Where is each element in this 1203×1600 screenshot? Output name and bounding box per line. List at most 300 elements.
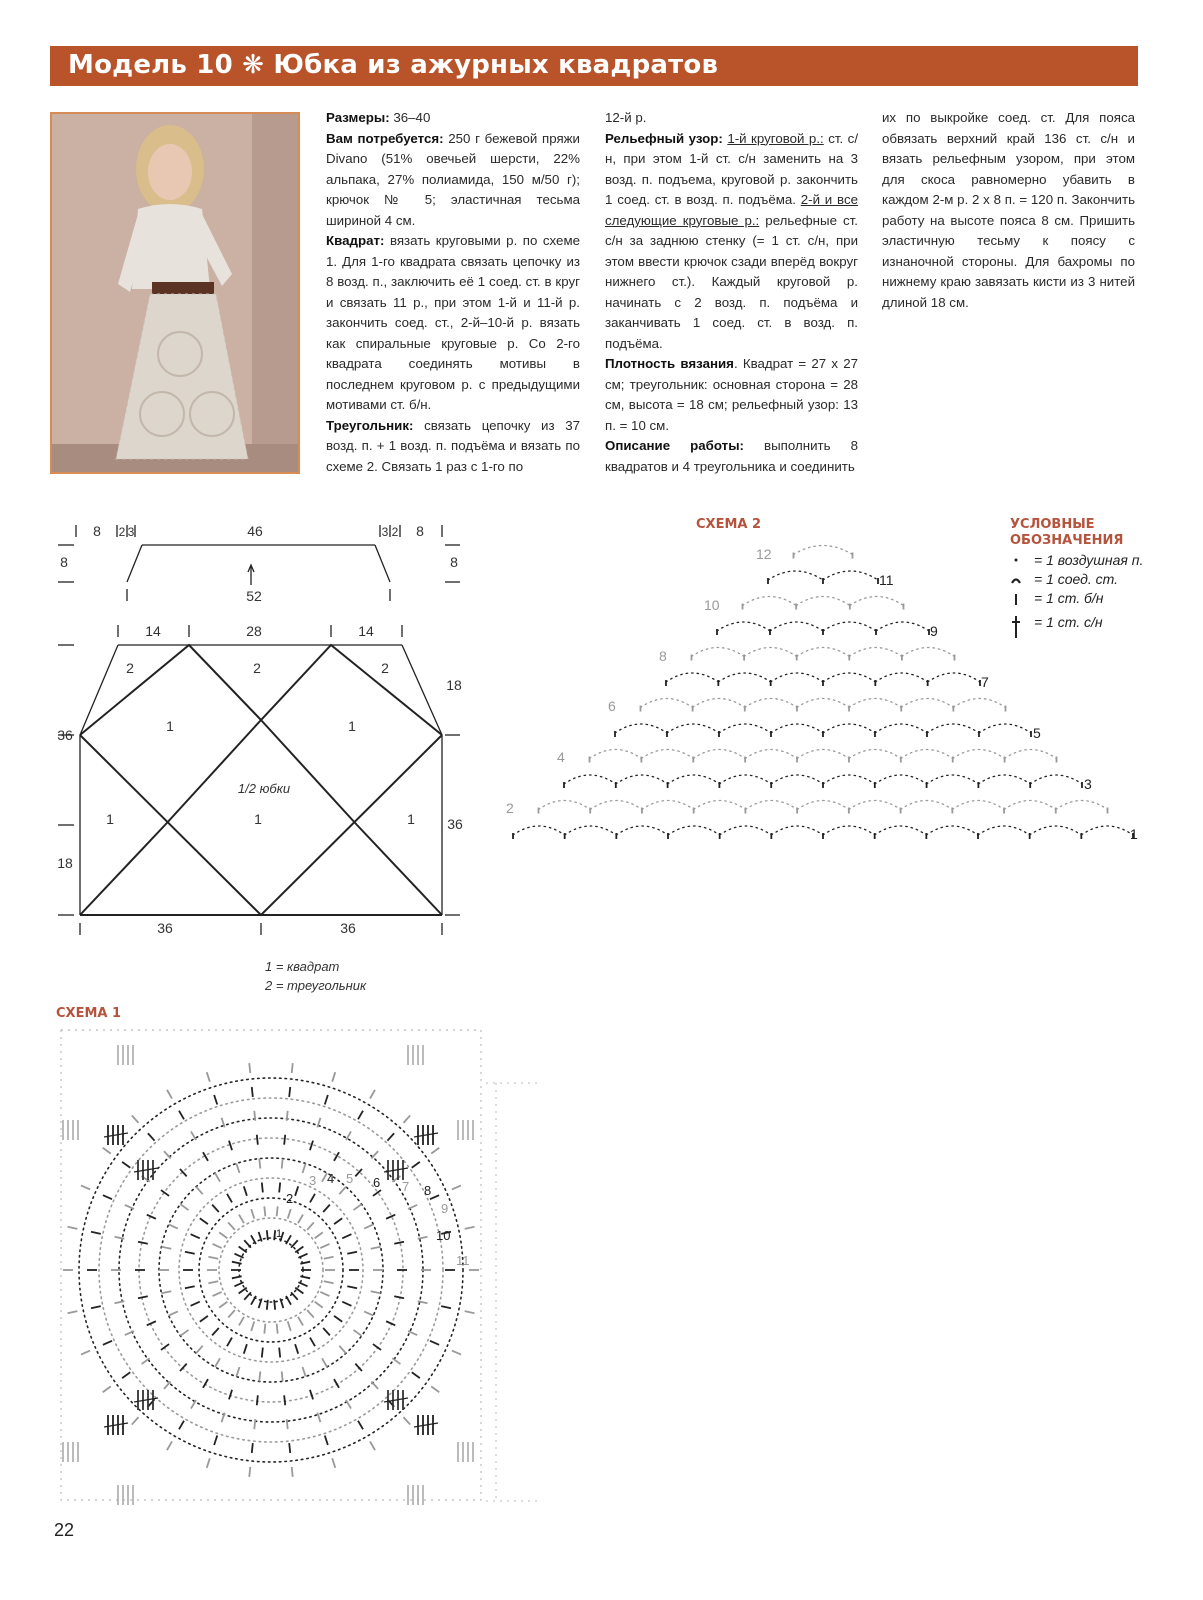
chain-arch bbox=[823, 673, 875, 682]
motif-stitch bbox=[452, 1185, 461, 1189]
motif-stitch bbox=[214, 1435, 217, 1445]
chain-arch bbox=[927, 775, 979, 784]
chain-arch bbox=[771, 673, 823, 682]
motif-stitch bbox=[277, 1206, 278, 1216]
motif-stitch bbox=[339, 1346, 346, 1353]
motif-stitch bbox=[307, 1222, 314, 1229]
chain-stitch-icon bbox=[1015, 559, 1018, 562]
motif-stitch bbox=[68, 1311, 78, 1313]
motif-stitch bbox=[303, 1163, 306, 1173]
motif-stitch bbox=[212, 1328, 219, 1335]
motif-stitch bbox=[257, 1395, 258, 1405]
chain-arch bbox=[797, 699, 849, 708]
chain-arch bbox=[668, 775, 720, 784]
motif-stitch bbox=[252, 1443, 253, 1453]
chain-arch bbox=[616, 775, 668, 784]
motif-stitch bbox=[371, 1291, 381, 1293]
motif-stitch bbox=[148, 1133, 155, 1140]
motif-stitch bbox=[386, 1215, 395, 1219]
motif-stitch bbox=[325, 1095, 328, 1105]
motif-stitch bbox=[122, 1162, 130, 1168]
motif-stitch bbox=[132, 1417, 139, 1424]
chain-arch bbox=[901, 699, 953, 708]
motif-stitch bbox=[215, 1358, 220, 1367]
scheme1-title: СХЕМА 1 bbox=[56, 1006, 122, 1021]
s1-row-9: 9 bbox=[441, 1201, 449, 1216]
motif-stitch bbox=[180, 1330, 188, 1336]
dim-right-36: 36 bbox=[447, 816, 463, 832]
motif-stitch bbox=[267, 1230, 268, 1240]
s1-row-1: 1 bbox=[276, 1228, 283, 1240]
motif-stitch bbox=[259, 1159, 260, 1169]
motif-stitch bbox=[370, 1090, 375, 1099]
legend-sc: = 1 ст. б/н bbox=[1034, 590, 1104, 606]
label-triangle-2c: 2 bbox=[381, 660, 389, 676]
label-triangle-2b: 2 bbox=[253, 660, 261, 676]
work-label: Описание работы: bbox=[605, 438, 744, 453]
motif-stitch bbox=[227, 1338, 232, 1347]
relief-row2-text: рельефные ст. с/н за заднюю стенку (= 1 ст. с/н, при этом ввести крючок сзади вперёд вокруг нижнего ст.). Каждый круговой р. начинать с 2 возд. п. подъёма и заканчивать 1 соед. ст. в возд. п. подъёма. bbox=[605, 212, 858, 351]
scheme2-title: СХЕМА 2 bbox=[696, 517, 762, 532]
motif-stitch bbox=[267, 1300, 268, 1310]
chain-arch bbox=[849, 648, 902, 657]
label-square-1d: 1 bbox=[254, 811, 262, 827]
motif-stitch bbox=[103, 1148, 111, 1154]
chain-arch bbox=[797, 648, 850, 657]
motif-stitch bbox=[103, 1341, 112, 1345]
double-crochet-icon bbox=[1012, 616, 1020, 638]
motif-stitch bbox=[191, 1302, 200, 1306]
motif-stitch bbox=[251, 1209, 254, 1219]
motif-stitch bbox=[403, 1417, 410, 1424]
dim-bottom-36b: 36 bbox=[340, 920, 356, 936]
motif-stitch bbox=[371, 1381, 378, 1388]
motif-stitch bbox=[430, 1195, 439, 1199]
motif-stitch bbox=[298, 1282, 307, 1286]
motif-stitch bbox=[213, 1292, 222, 1296]
motif-stitch bbox=[394, 1296, 404, 1298]
motif-stitch bbox=[334, 1316, 342, 1322]
motif-stitch bbox=[342, 1234, 351, 1238]
motif-stitch bbox=[147, 1215, 156, 1219]
work-continuation-text: их по выкройке соед. ст. Для пояса обвязать верхний край 136 ст. с/н и вязать рельефным узором, при этом для скоса равномерно убавить в каждом 2-м р. 2 x 8 п. = 120 п. Закончить работу на высоте пояса 8 см. Пришить эластичную тесьму к поясу с изнаночной стороны. Для бахромы по нижнему краю завязать кисти из 3 нитей длиной 18 см. bbox=[882, 110, 1135, 310]
motif-stitch bbox=[257, 1135, 258, 1145]
motif-stitch bbox=[431, 1386, 439, 1392]
motif-stitch bbox=[214, 1095, 217, 1105]
text-column-2 bbox=[605, 108, 858, 477]
chain-arch bbox=[642, 801, 694, 810]
motif-stitch bbox=[191, 1234, 200, 1238]
photo-model-skirt-icon bbox=[52, 114, 298, 472]
chain-arch bbox=[590, 801, 642, 810]
chain-arch bbox=[771, 775, 823, 784]
chain-arch bbox=[693, 750, 745, 759]
motif-stitch bbox=[179, 1421, 184, 1430]
chain-arch bbox=[823, 724, 875, 733]
s2-row-3: 3 bbox=[1084, 776, 1092, 792]
motif-stitch bbox=[323, 1328, 330, 1335]
motif-stitch bbox=[358, 1421, 363, 1430]
motif-stitch bbox=[164, 1151, 171, 1158]
motif-stitch bbox=[288, 1209, 291, 1219]
s1-row-3: 3 bbox=[309, 1173, 317, 1188]
chain-arch bbox=[876, 622, 929, 631]
motif-stitch bbox=[298, 1317, 303, 1326]
motif-stitch bbox=[342, 1302, 351, 1306]
chain-arch bbox=[875, 826, 927, 835]
s1-row-8: 8 bbox=[424, 1183, 432, 1198]
chain-arch bbox=[796, 597, 850, 606]
s2-row-10: 10 bbox=[704, 597, 720, 613]
chain-arch bbox=[719, 724, 771, 733]
motif-round bbox=[239, 1238, 303, 1302]
motif-stitch bbox=[320, 1292, 329, 1296]
chain-arch bbox=[875, 724, 927, 733]
motif-stitch bbox=[355, 1364, 362, 1371]
motif-stitch bbox=[292, 1063, 293, 1073]
pattern-schematic bbox=[40, 515, 480, 995]
motif-stitch bbox=[277, 1324, 278, 1334]
motif-stitch bbox=[239, 1215, 244, 1224]
motif-stitch bbox=[431, 1148, 439, 1154]
dim-top-46: 46 bbox=[247, 523, 263, 539]
motif-stitch bbox=[284, 1395, 285, 1405]
motif-stitch bbox=[370, 1441, 375, 1450]
chain-arch bbox=[875, 673, 927, 682]
relief-row1-text: ст. с/н, при этом 1-й ст. с/н заменить на 3 возд. п. подъема, круговой р. закончить 1 соед. ст. в возд. п. подъёма. bbox=[605, 130, 859, 207]
dim-top-3a: 3 bbox=[127, 525, 135, 539]
dim-left-36: 36 bbox=[57, 727, 73, 743]
motif-stitch bbox=[208, 1257, 218, 1259]
motif-stitch bbox=[122, 1372, 130, 1378]
s1-row-2: 2 bbox=[286, 1191, 294, 1206]
motif-stitch bbox=[387, 1133, 394, 1140]
chain-arch bbox=[565, 826, 617, 835]
sizes-label: Размеры: bbox=[326, 110, 390, 125]
motif-stitch bbox=[169, 1311, 178, 1315]
chain-arch bbox=[745, 801, 797, 810]
motif-stitch bbox=[254, 1111, 255, 1121]
motif-stitch bbox=[310, 1194, 315, 1203]
motif-stitch bbox=[465, 1227, 475, 1229]
motif-stitch bbox=[289, 1087, 290, 1097]
chain-arch bbox=[823, 826, 875, 835]
motif-stitch bbox=[249, 1063, 250, 1073]
s2-row-7: 7 bbox=[981, 674, 989, 690]
motif-stitch bbox=[295, 1186, 298, 1196]
motif-stitch bbox=[325, 1435, 328, 1445]
chain-arch bbox=[743, 597, 797, 606]
s1-row-11: 11 bbox=[456, 1253, 470, 1268]
motif-stitch bbox=[412, 1372, 420, 1378]
s2-row-2: 2 bbox=[506, 800, 514, 816]
chain-arch bbox=[901, 801, 953, 810]
motif-stitch bbox=[219, 1232, 227, 1238]
motif-stitch bbox=[310, 1141, 313, 1151]
motif-stitch bbox=[138, 1242, 148, 1244]
motif-stitch bbox=[298, 1254, 307, 1258]
motif-stitch bbox=[371, 1247, 381, 1249]
motif-stitch bbox=[286, 1296, 291, 1305]
chain-arch bbox=[797, 750, 849, 759]
motif-stitch bbox=[282, 1159, 283, 1169]
dim-bottom-36a: 36 bbox=[157, 920, 173, 936]
motif-stitch bbox=[103, 1195, 112, 1199]
dim-belt-52: 52 bbox=[246, 588, 262, 604]
label-square-1e: 1 bbox=[407, 811, 415, 827]
motif-stitch bbox=[394, 1242, 404, 1244]
motif-stitch bbox=[179, 1111, 184, 1120]
motif-stitch bbox=[284, 1135, 285, 1145]
motif-stitch bbox=[430, 1341, 439, 1345]
s1-row-4: 4 bbox=[327, 1171, 335, 1186]
s2-row-6: 6 bbox=[608, 698, 616, 714]
dim-top-3b: 3 bbox=[381, 525, 389, 539]
dim-top-2a: 2 bbox=[118, 525, 126, 539]
chain-arch bbox=[979, 724, 1031, 733]
motif-stitch bbox=[236, 1367, 239, 1377]
motif-stitch bbox=[91, 1232, 101, 1234]
label-triangle-2a: 2 bbox=[126, 660, 134, 676]
chain-arch bbox=[849, 801, 901, 810]
motif-stitch bbox=[452, 1351, 461, 1355]
motif-stitch bbox=[191, 1131, 196, 1140]
chain-arch bbox=[849, 699, 901, 708]
motif-stitch bbox=[125, 1205, 134, 1209]
motif-stitch bbox=[322, 1358, 327, 1367]
page-number: 22 bbox=[54, 1520, 75, 1540]
motif-stitch bbox=[347, 1252, 357, 1254]
chain-arch bbox=[694, 801, 746, 810]
legend-title bbox=[1010, 517, 1123, 549]
motif-stitch bbox=[334, 1379, 339, 1388]
motif-stitch bbox=[234, 1282, 243, 1286]
label-half-skirt: 1/2 юбки bbox=[237, 781, 291, 796]
motif-stitch bbox=[213, 1244, 222, 1248]
motif-stitch bbox=[161, 1291, 171, 1293]
motif-stitch bbox=[138, 1296, 148, 1298]
motif-stitch bbox=[161, 1190, 169, 1196]
motif-stitch bbox=[264, 1206, 265, 1216]
chain-arch bbox=[794, 546, 853, 555]
motif-stitch bbox=[287, 1419, 288, 1429]
motif-stitch bbox=[465, 1311, 475, 1313]
relief-row2-label: 2-й и все следующие круговые р.: bbox=[605, 192, 858, 228]
s1-row-7: 7 bbox=[402, 1179, 410, 1194]
relief-row1-label: 1-й круговой р.: bbox=[727, 130, 824, 146]
chain-arch bbox=[1056, 801, 1108, 810]
motif-stitch bbox=[264, 1324, 265, 1334]
chain-arch bbox=[901, 750, 953, 759]
legend-chain: = 1 воздушная п. bbox=[1034, 552, 1144, 568]
density-label: Плотность вязания bbox=[605, 356, 734, 371]
s2-row-11: 11 bbox=[879, 572, 894, 588]
title-bar bbox=[50, 46, 1138, 86]
motif-stitch bbox=[364, 1224, 373, 1228]
motif-stitch bbox=[339, 1187, 346, 1194]
s2-row-4: 4 bbox=[557, 749, 565, 765]
chain-arch bbox=[978, 826, 1030, 835]
motif-stitch bbox=[262, 1182, 263, 1192]
motif-stitch bbox=[371, 1151, 378, 1158]
legend-dc: = 1 ст. с/н bbox=[1034, 614, 1103, 630]
motif-stitch bbox=[244, 1186, 247, 1196]
triangle-value: связать цепочку из 37 возд. п. + 1 возд. п. подъёма и вязать по схеме 2. Связать 1 раз с 1-го по bbox=[326, 417, 580, 474]
motif-stitch bbox=[288, 1321, 291, 1331]
motif-stitch bbox=[196, 1187, 203, 1194]
scheme1-chart bbox=[56, 1025, 546, 1515]
motif-stitch bbox=[332, 1458, 335, 1468]
motif-stitch bbox=[251, 1321, 254, 1331]
motif-stitch bbox=[219, 1302, 227, 1308]
s2-row-9: 9 bbox=[930, 623, 938, 639]
motif-stitch bbox=[132, 1115, 139, 1122]
dim-tri-14b: 14 bbox=[358, 623, 374, 639]
chain-arch bbox=[952, 801, 1004, 810]
motif-stitch bbox=[346, 1400, 351, 1409]
motif-stitch bbox=[252, 1087, 253, 1097]
motif-stitch bbox=[81, 1351, 90, 1355]
motif-stitch bbox=[196, 1346, 203, 1353]
chain-arch bbox=[926, 826, 978, 835]
motif-stitch bbox=[418, 1237, 428, 1239]
motif-stitch bbox=[81, 1185, 90, 1189]
chain-arch bbox=[850, 597, 904, 606]
chain-arch bbox=[768, 571, 823, 580]
chain-arch bbox=[1004, 801, 1056, 810]
chain-arch bbox=[797, 801, 849, 810]
chain-arch bbox=[823, 571, 878, 580]
motif-stitch bbox=[279, 1348, 280, 1358]
chain-arch bbox=[590, 750, 642, 759]
motif-stitch bbox=[274, 1300, 275, 1310]
motif-stitch bbox=[315, 1232, 323, 1238]
s1-row-5: 5 bbox=[346, 1171, 354, 1186]
motif-stitch bbox=[228, 1310, 235, 1317]
motif-stitch bbox=[229, 1390, 232, 1400]
chain-arch bbox=[771, 826, 823, 835]
dim-tri-28: 28 bbox=[246, 623, 262, 639]
dim-top-2b: 2 bbox=[391, 525, 399, 539]
chain-arch bbox=[616, 826, 668, 835]
motif-round bbox=[199, 1198, 343, 1342]
legend-symbols bbox=[1008, 552, 1034, 642]
legend-square: 1 = квадрат bbox=[265, 959, 340, 974]
chain-arch bbox=[745, 699, 797, 708]
chain-arch bbox=[953, 750, 1005, 759]
motif-round bbox=[179, 1178, 363, 1362]
chain-arch bbox=[720, 826, 772, 835]
chain-arch bbox=[875, 775, 927, 784]
motif-stitch bbox=[412, 1162, 420, 1168]
density-value: . Квадрат = 27 x 27 см; треугольник: основная сторона = 28 см, высота = 18 см; рельефный узор: 13 п. = 10 см. bbox=[605, 356, 858, 433]
legend-title-line2: ОБОЗНАЧЕНИЯ bbox=[1010, 533, 1124, 548]
motif-stitch bbox=[354, 1204, 362, 1210]
motif-stitch bbox=[208, 1281, 218, 1283]
motif-stitch bbox=[167, 1441, 172, 1450]
page-title: Модель 10 ❋ Юбка из ажурных квадратов bbox=[68, 50, 719, 80]
motif-stitch bbox=[262, 1348, 263, 1358]
dim-tri-18: 18 bbox=[446, 677, 462, 693]
chain-arch bbox=[513, 826, 565, 835]
motif-stitch bbox=[292, 1467, 293, 1477]
chain-arch bbox=[667, 724, 719, 733]
motif-stitch bbox=[200, 1218, 208, 1224]
motif-stitch bbox=[207, 1072, 210, 1082]
motif-stitch bbox=[295, 1344, 298, 1354]
motif-stitch bbox=[164, 1381, 171, 1388]
s2-row-5: 5 bbox=[1033, 725, 1041, 741]
motif-stitch bbox=[167, 1090, 172, 1099]
continuation-text: 12-й р. bbox=[605, 110, 647, 125]
model-photo bbox=[50, 112, 300, 474]
motif-stitch bbox=[279, 1182, 280, 1192]
motif-stitch bbox=[169, 1224, 178, 1228]
motif-stitch bbox=[303, 1367, 306, 1377]
motif-stitch bbox=[315, 1302, 323, 1308]
legend-slip: = 1 соед. ст. bbox=[1034, 571, 1119, 587]
motif-stitch bbox=[332, 1072, 335, 1082]
motif-stitch bbox=[310, 1338, 315, 1347]
chain-arch bbox=[1030, 826, 1082, 835]
chain-arch bbox=[902, 648, 955, 657]
s2-row-8: 8 bbox=[659, 648, 667, 664]
motif-stitch bbox=[347, 1286, 357, 1288]
chain-arch bbox=[641, 699, 693, 708]
motif-stitch bbox=[295, 1288, 303, 1294]
motif-stitch bbox=[289, 1443, 290, 1453]
chain-arch bbox=[927, 724, 979, 733]
motif-stitch bbox=[185, 1252, 195, 1254]
motif-stitch bbox=[251, 1296, 256, 1305]
motif-stitch bbox=[291, 1292, 298, 1299]
dim-top-right-8: 8 bbox=[416, 523, 424, 539]
slip-stitch-icon bbox=[1012, 580, 1020, 584]
chain-arch bbox=[641, 750, 693, 759]
legend-triangle: 2 = треугольник bbox=[265, 978, 367, 993]
motif-stitch bbox=[180, 1364, 187, 1371]
triangle-label: Треугольник: bbox=[326, 417, 414, 433]
chain-arch bbox=[719, 775, 771, 784]
motif-stitch bbox=[236, 1163, 239, 1173]
sizes-value: 36–40 bbox=[389, 110, 431, 125]
chain-arch bbox=[770, 622, 823, 631]
motif-stitch bbox=[114, 1237, 124, 1239]
chain-arch bbox=[744, 648, 797, 657]
motif-stitch bbox=[244, 1344, 247, 1354]
motif-stitch bbox=[203, 1379, 208, 1388]
s1-row-6: 6 bbox=[373, 1175, 381, 1190]
chain-arch bbox=[823, 775, 875, 784]
motif-stitch bbox=[324, 1257, 334, 1259]
materials-label: Вам потребуется: bbox=[326, 130, 444, 146]
chain-arch bbox=[978, 775, 1030, 784]
chain-arch bbox=[953, 699, 1005, 708]
motif-stitch bbox=[334, 1218, 342, 1224]
square-value: вязать круговыми р. по схеме 1. Для 1-го квадрата связать цепочку из 8 возд. п., заключить её 1 соед. ст. в круг и связать 11 р., при этом 1-й и 11-й р. закончить соед. ст., 2-й–10-й р. вязать как спиральные круговые р. Со 2-го квадрата соединять мотивы в последнем круговом р. с предыдущими мотивами ст. б/н. bbox=[326, 233, 580, 412]
s2-row-12: 12 bbox=[756, 546, 772, 562]
motif-stitch bbox=[441, 1306, 451, 1308]
motif-stitch bbox=[185, 1286, 195, 1288]
motif-stitch bbox=[282, 1371, 283, 1381]
motif-stitch bbox=[228, 1222, 235, 1229]
motif-stitch bbox=[286, 1235, 291, 1244]
chain-arch bbox=[717, 622, 770, 631]
chain-arch bbox=[564, 775, 616, 784]
chain-arch bbox=[823, 622, 876, 631]
chain-arch bbox=[693, 699, 745, 708]
relief-label: Рельефный узор: bbox=[605, 130, 723, 146]
